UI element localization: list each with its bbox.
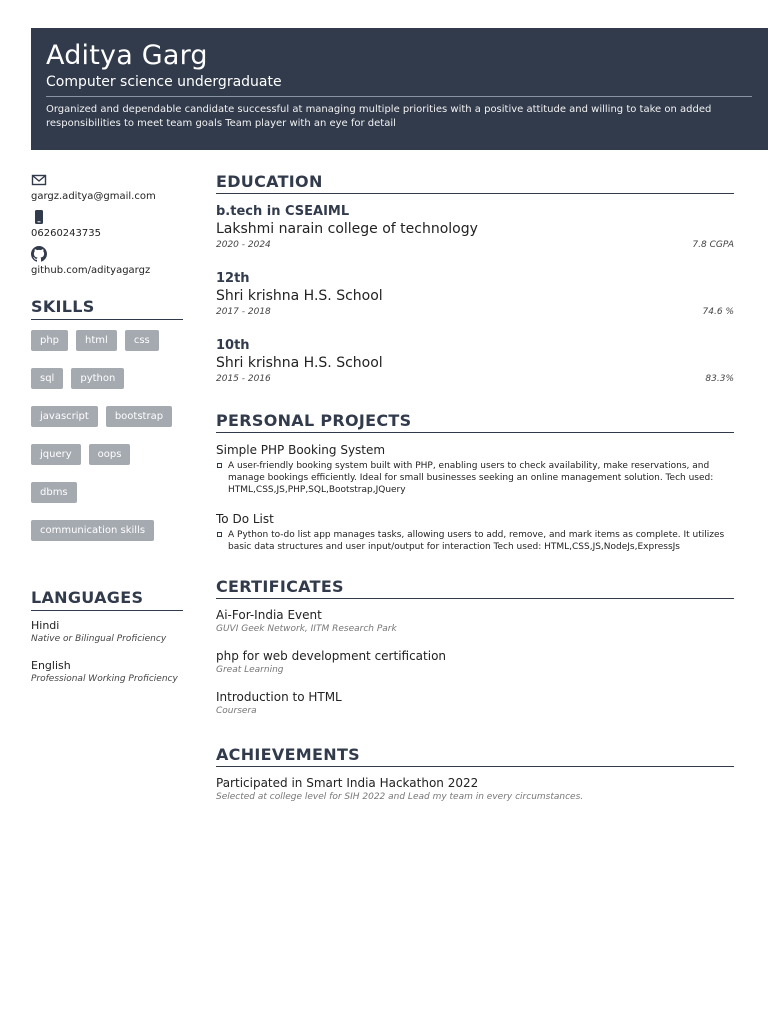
- certificate-issuer: GUVI Geek Network, IITM Research Park: [216, 624, 397, 634]
- skill-tag: html: [76, 330, 117, 351]
- phone-text[interactable]: 06260243735: [31, 228, 101, 239]
- certificate-issuer: Great Learning: [216, 665, 284, 675]
- github-text[interactable]: github.com/adityagargz: [31, 265, 151, 276]
- bullet-icon: [217, 463, 222, 468]
- education-school: Shri krishna H.S. School: [216, 288, 383, 304]
- phone-icon: [31, 209, 47, 225]
- projects-heading: PERSONAL PROJECTS: [216, 411, 734, 433]
- certificate-item: [216, 690, 734, 717]
- project-description-text: A Python to-do list app manages tasks, allowing users to add, remove, and mark items as complete. It utilizes basic data structures and user input/output for interaction Tech used: HTML,CSS,JS,NodeJs,ExpressJs: [228, 530, 725, 552]
- education-item: [216, 270, 734, 319]
- project-item: [216, 511, 734, 553]
- skill-tag: bootstrap: [106, 406, 172, 427]
- education-item: [216, 203, 734, 252]
- project-name: Simple PHP Booking System: [216, 443, 386, 457]
- education-item: [216, 337, 734, 386]
- education-school: Lakshmi narain college of technology: [216, 221, 478, 237]
- skill-tag: php: [31, 330, 68, 351]
- language-name: English: [31, 659, 71, 672]
- education-school: Shri krishna H.S. School: [216, 355, 383, 371]
- bullet-icon: [217, 532, 222, 537]
- skill-tag: dbms: [31, 482, 77, 503]
- education-degree: 12th: [216, 271, 250, 286]
- education-score: 74.6 %: [702, 307, 734, 317]
- sidebar: [31, 172, 183, 699]
- project-description: [216, 460, 734, 496]
- skill-tag: jquery: [31, 444, 81, 465]
- certificates-heading: CERTIFICATES: [216, 577, 734, 599]
- skill-tag: python: [71, 368, 124, 389]
- achievement-name: Participated in Smart India Hackathon 2022: [216, 776, 479, 790]
- education-years: 2017 - 2018: [216, 307, 271, 317]
- project-description-text: A user-friendly booking system built with PHP, enabling users to check availability, make reservations, and manage bookings efficiently. Ideal for small businesses seeking an online management solution. Tech used: HTML,CSS,JS,PHP,SQL,Bootstrap,JQuery: [228, 461, 714, 495]
- header-divider: [46, 96, 752, 97]
- resume-header: [31, 28, 768, 150]
- achievements-heading: ACHIEVEMENTS: [216, 745, 734, 767]
- education-meta: [216, 239, 734, 252]
- certificate-issuer: Coursera: [216, 706, 257, 716]
- skill-tag: sql: [31, 368, 63, 389]
- project-item: [216, 442, 734, 496]
- education-degree: b.tech in CSEAIML: [216, 204, 350, 219]
- achievement-description: Selected at college level for SIH 2022 and Lead my team in every circumstances.: [216, 792, 584, 802]
- contact-github: [31, 246, 183, 277]
- education-score: 83.3%: [705, 374, 734, 384]
- certificate-name: Introduction to HTML: [216, 690, 342, 704]
- contact-phone: [31, 209, 183, 240]
- education-score: 7.8 CGPA: [692, 240, 734, 250]
- candidate-name: Aditya Garg: [46, 40, 208, 71]
- education-meta: [216, 306, 734, 319]
- candidate-summary: Organized and dependable candidate successful at managing multiple priorities with a positive attitude and willing to take on added responsibilities to meet team goals Team player with an eye for detail: [46, 104, 712, 129]
- languages-heading: LANGUAGES: [31, 588, 183, 611]
- project-name: To Do List: [216, 512, 274, 526]
- language-item: [31, 619, 183, 645]
- contact-email: [31, 172, 183, 203]
- project-description: [216, 529, 734, 553]
- education-meta: [216, 373, 734, 386]
- skill-tag: javascript: [31, 406, 98, 427]
- skills-heading: SKILLS: [31, 297, 183, 320]
- candidate-title: Computer science undergraduate: [46, 74, 282, 90]
- certificate-name: php for web development certification: [216, 649, 447, 663]
- education-years: 2020 - 2024: [216, 240, 271, 250]
- language-name: Hindi: [31, 619, 60, 632]
- github-icon: [31, 246, 47, 262]
- skill-tag: oops: [89, 444, 131, 465]
- certificate-item: [216, 649, 734, 676]
- main-content: [216, 172, 734, 803]
- language-level: Native or Bilingual Proficiency: [31, 634, 167, 644]
- education-years: 2015 - 2016: [216, 374, 271, 384]
- certificate-item: [216, 608, 734, 635]
- envelope-icon: [31, 172, 47, 188]
- email-text[interactable]: gargz.aditya@gmail.com: [31, 191, 156, 202]
- achievement-item: [216, 776, 734, 803]
- language-level: Professional Working Proficiency: [31, 674, 178, 684]
- education-heading: EDUCATION: [216, 172, 734, 194]
- language-item: [31, 659, 183, 685]
- skills-list: [31, 330, 183, 558]
- education-degree: 10th: [216, 338, 250, 353]
- skill-tag: css: [125, 330, 159, 351]
- skill-tag: communication skills: [31, 520, 154, 541]
- certificate-name: Ai-For-India Event: [216, 608, 322, 622]
